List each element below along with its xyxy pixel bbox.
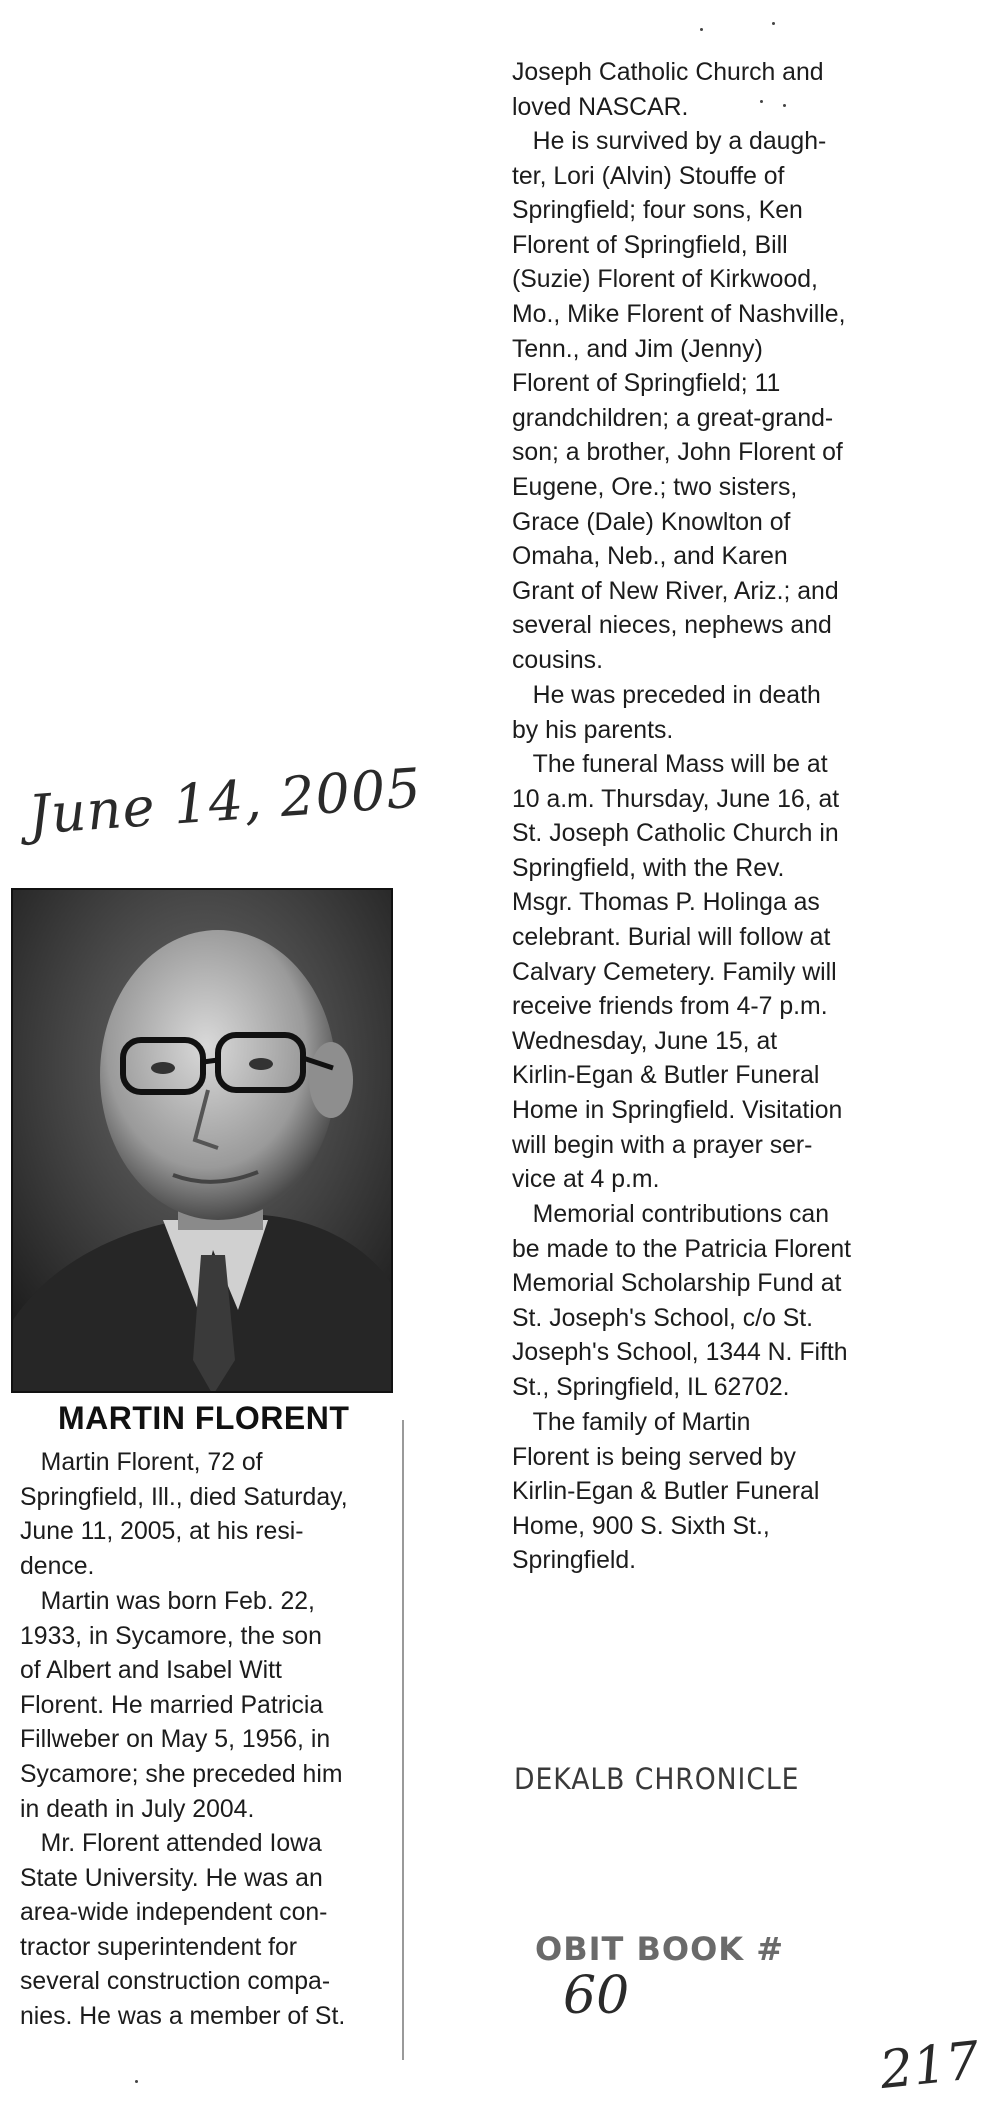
obit-book-stamp: OBIT BOOK # <box>535 1930 785 1968</box>
scan-speck <box>760 100 763 103</box>
obituary-headline: MARTIN FLORENT <box>58 1400 350 1436</box>
right-paragraph-3: He was preceded in death by his parents. <box>512 682 821 744</box>
right-paragraph-5: Memorial contributions can be made to the Patricia Florent Memorial Scholarship Fund at St. Joseph's School, c/o St. Joseph's School, 1344 N. Fifth St., Springfield, IL 62702. <box>512 1201 852 1401</box>
scan-speck <box>783 104 786 107</box>
right-paragraph-6: The family of Martin Florent is being served by Kirlin-Egan & Butler Funeral Home, 900 S. Sixth St., Springfield. <box>512 1409 820 1575</box>
scan-speck <box>700 28 703 31</box>
left-paragraph-3: Mr. Florent attended Iowa State University. He was an area-wide independent con- tractor superintendent for several construction compa- nies. He was a member of St. <box>20 1830 346 2030</box>
scan-speck <box>135 2080 138 2083</box>
handwritten-page-number: 217 <box>877 2030 983 2102</box>
right-paragraph-1: Joseph Catholic Church and loved NASCAR. <box>512 59 824 121</box>
right-paragraph-2: He is survived by a daugh- ter, Lori (Alvin) Stouffe of Springfield; four sons, Ken Florent of Springfield, Bill (Suzie) Florent of Kirkwood, Mo., Mike Florent of Nashville, Tenn., and Jim (Jenny) Florent of Springfield; 11 grandchildren; a great-grand- son; a brother, John Florent of Eugene, Ore.; two sisters, Grace (Dale) Knowlton of Omaha, Neb., and Karen Grant of New River, Ariz.; and several nieces, nephews and cousins. <box>512 128 846 674</box>
column-divider <box>402 1420 404 2060</box>
left-paragraph-2: Martin was born Feb. 22, 1933, in Sycamore, the son of Albert and Isabel Witt Florent. He married Patricia Fillweber on May 5, 1956, in Sycamore; she preceded him in death in July 2004. <box>20 1588 343 1823</box>
newspaper-source-label: DEKALB CHRONICLE <box>514 1762 800 1796</box>
handwritten-book-number: 60 <box>563 1966 630 2026</box>
handwritten-date: June 14, 2005 <box>26 756 424 847</box>
scan-speck <box>772 22 775 25</box>
left-paragraph-1: Martin Florent, 72 of Springfield, Ill., died Saturday, June 11, 2005, at his resi- dence. <box>20 1449 348 1580</box>
portrait-photo <box>11 888 393 1393</box>
portrait-icon <box>13 890 393 1393</box>
right-paragraph-4: The funeral Mass will be at 10 a.m. Thursday, June 16, at St. Joseph Catholic Church in Springfield, with the Rev. Msgr. Thomas P. Holinga as celebrant. Burial will follow at Calvary Cemetery. Family will receive friends from 4-7 p.m. Wednesday, June 15, at Kirlin-Egan & Butler Funeral Home in Springfield. Visitation will begin with a prayer ser- vice at 4 p.m. <box>512 751 843 1194</box>
